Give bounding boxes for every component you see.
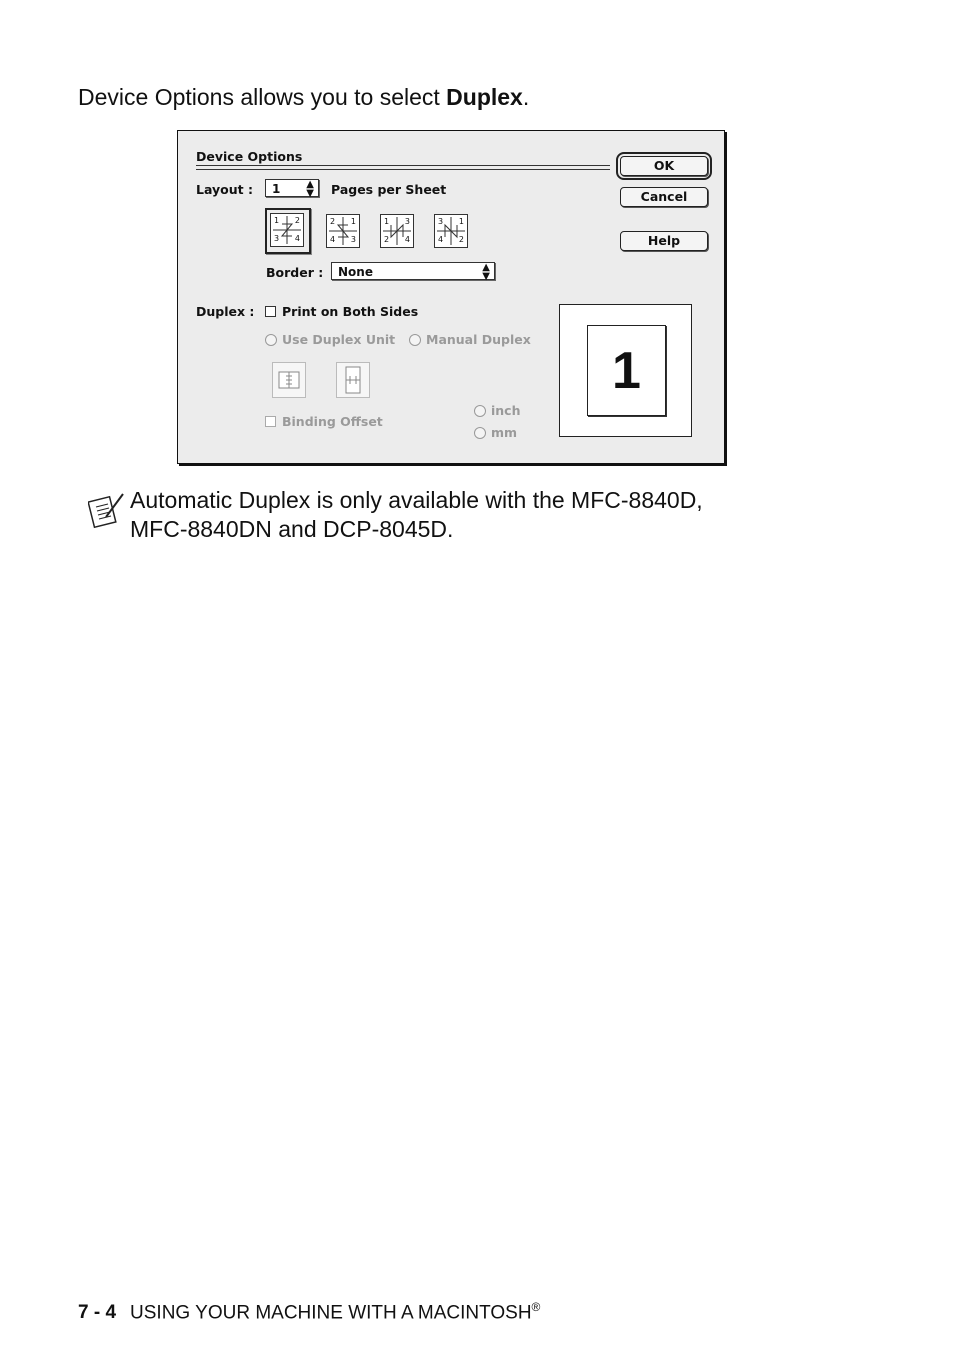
preview-page-number: 1: [587, 325, 666, 416]
long-edge-binding-icon[interactable]: [272, 362, 306, 398]
device-options-dialog: [177, 130, 725, 464]
layout-n-n1: 1: [384, 217, 390, 226]
help-button[interactable]: Help: [620, 231, 708, 251]
layout-z-n2: 2: [294, 216, 300, 225]
z-path-icon: [271, 214, 303, 246]
book-long-edge-icon: [273, 363, 305, 397]
book-short-edge-icon: [337, 363, 369, 397]
footer-title: USING YOUR MACHINE WITH A MACINTOSH: [130, 1302, 532, 1324]
layout-select[interactable]: [265, 179, 319, 197]
inch-radio[interactable]: [474, 405, 486, 417]
layout-rn-n2: 1: [458, 217, 464, 226]
layout-rn-n4: 2: [458, 235, 464, 244]
intro-text: [78, 84, 529, 111]
binding-offset-checkbox[interactable]: [265, 416, 276, 427]
layout-option-z[interactable]: [265, 208, 311, 254]
intro-lead: Device Options allows you to select: [78, 84, 447, 110]
mm-radio[interactable]: [474, 427, 486, 439]
layout-rz-n1: 2: [330, 217, 336, 226]
border-select-value: None: [338, 265, 373, 279]
layout-rz-n3: 4: [330, 235, 336, 244]
intro-end: .: [522, 84, 530, 110]
intro-bold: Duplex: [446, 84, 523, 110]
use-duplex-unit-radio[interactable]: [265, 334, 277, 346]
layout-z-n1: 1: [274, 216, 280, 225]
rz-path-icon: [327, 215, 359, 247]
registered-mark: ®: [531, 1300, 541, 1314]
note-pencil-icon: [88, 491, 126, 529]
dialog-title: Device Options: [196, 149, 303, 164]
note-text: [130, 486, 830, 544]
layout-z-n4: 4: [294, 234, 300, 243]
title-divider: [196, 165, 610, 170]
manual-duplex-radio[interactable]: [409, 334, 421, 346]
layout-z-icon: [270, 213, 304, 247]
layout-n-n3: 2: [384, 235, 390, 244]
layout-n-n2: 3: [404, 217, 410, 226]
layout-option-n[interactable]: [380, 214, 414, 248]
rn-path-icon: [435, 215, 467, 247]
updown-arrows-icon: ▲ ▼: [482, 262, 490, 282]
layout-option-reverse-z[interactable]: [326, 214, 360, 248]
cancel-button[interactable]: Cancel: [620, 187, 708, 207]
layout-rz-n2: 1: [350, 217, 356, 226]
layout-select-value: 1: [272, 182, 281, 196]
binding-offset-label: Binding Offset: [282, 414, 383, 429]
layout-rn-icon: [434, 214, 468, 248]
layout-rz-n4: 3: [350, 235, 356, 244]
page-preview: [559, 304, 692, 437]
border-label: Border :: [266, 265, 324, 280]
mm-label: mm: [491, 425, 518, 440]
page-footer: [78, 1300, 540, 1324]
page-number: 7 - 4: [78, 1302, 117, 1324]
print-both-sides-checkbox[interactable]: [265, 306, 276, 317]
layout-option-reverse-n[interactable]: [434, 214, 468, 248]
use-duplex-unit-label: Use Duplex Unit: [282, 332, 396, 347]
manual-duplex-label: Manual Duplex: [426, 332, 531, 347]
layout-label: Layout :: [196, 182, 253, 197]
layout-rn-n3: 4: [438, 235, 444, 244]
short-edge-binding-icon[interactable]: [336, 362, 370, 398]
layout-n-icon: [380, 214, 414, 248]
print-both-sides-label: Print on Both Sides: [282, 304, 419, 319]
pages-per-sheet-label: Pages per Sheet: [331, 182, 447, 197]
note-line-1: Automatic Duplex is only available with the MFC-8840D,: [130, 487, 703, 513]
layout-rn-n1: 3: [438, 217, 444, 226]
layout-z-n3: 3: [274, 234, 280, 243]
layout-n-n4: 4: [404, 235, 410, 244]
layout-rz-icon: [326, 214, 360, 248]
n-path-icon: [381, 215, 413, 247]
duplex-label: Duplex :: [196, 304, 255, 319]
updown-arrows-icon: ▲ ▼: [306, 179, 314, 199]
border-select[interactable]: [331, 262, 495, 280]
ok-button[interactable]: OK: [620, 156, 708, 176]
inch-label: inch: [491, 403, 521, 418]
note-line-2: MFC-8840DN and DCP-8045D.: [130, 516, 454, 542]
